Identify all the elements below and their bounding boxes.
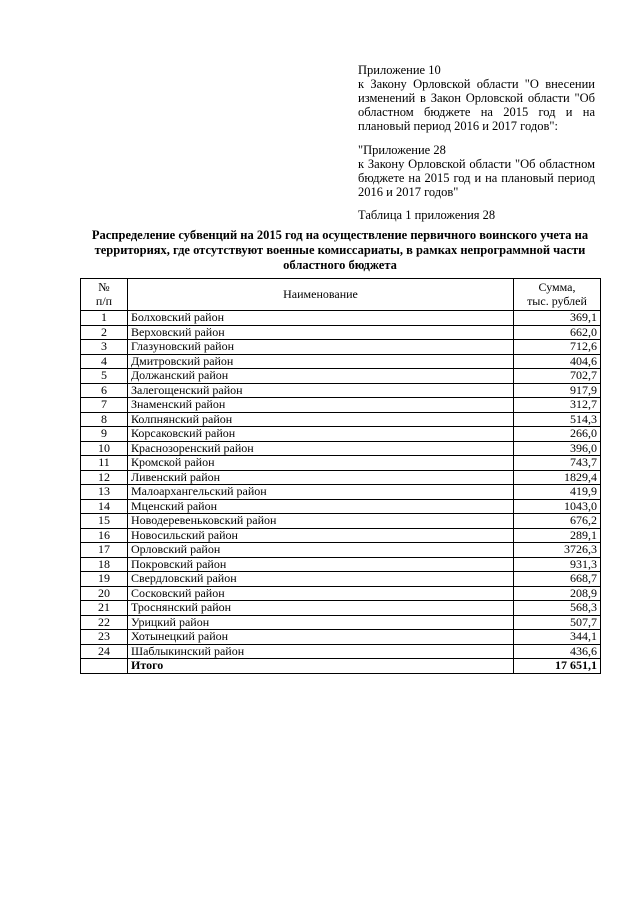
row-number: 22 bbox=[81, 615, 128, 630]
table-row bbox=[81, 369, 601, 384]
subsidy-amount: 3726,3 bbox=[514, 543, 601, 558]
table-row bbox=[81, 644, 601, 659]
row-number: 24 bbox=[81, 644, 128, 659]
subsidy-amount: 931,3 bbox=[514, 557, 601, 572]
table-row bbox=[81, 412, 601, 427]
subsidy-amount: 676,2 bbox=[514, 514, 601, 529]
table-row bbox=[81, 311, 601, 326]
row-number: 21 bbox=[81, 601, 128, 616]
district-name: Колпнянский район bbox=[128, 412, 514, 427]
header-sum-line1: Сумма, bbox=[538, 280, 576, 294]
district-name: Хотынецкий район bbox=[128, 630, 514, 645]
row-number: 7 bbox=[81, 398, 128, 413]
subsidy-amount: 419,9 bbox=[514, 485, 601, 500]
header-sum-line2: тыс. рублей bbox=[527, 293, 587, 308]
table-row bbox=[81, 499, 601, 514]
row-number: 10 bbox=[81, 441, 128, 456]
subsidy-amount: 1043,0 bbox=[514, 499, 601, 514]
row-number: 9 bbox=[81, 427, 128, 442]
subsidy-amount: 507,7 bbox=[514, 615, 601, 630]
table-row bbox=[81, 557, 601, 572]
table-row bbox=[81, 601, 601, 616]
district-name: Верховский район bbox=[128, 325, 514, 340]
row-number: 2 bbox=[81, 325, 128, 340]
row-number: 19 bbox=[81, 572, 128, 587]
district-name: Новодеревеньковский район bbox=[128, 514, 514, 529]
table-row bbox=[81, 470, 601, 485]
row-number bbox=[81, 659, 128, 674]
row-number: 13 bbox=[81, 485, 128, 500]
table-row bbox=[81, 427, 601, 442]
row-number: 15 bbox=[81, 514, 128, 529]
subsidy-amount: 396,0 bbox=[514, 441, 601, 456]
subsidy-amount: 662,0 bbox=[514, 325, 601, 340]
row-number: 11 bbox=[81, 456, 128, 471]
appendix-10-body: к Закону Орловской области "О внесении изменений в Закон Орловской области "Об областном бюджете на 2015 год и на плановый период 2016 и 2017 годов": bbox=[358, 77, 595, 133]
table-row bbox=[81, 354, 601, 369]
subsidy-amount: 404,6 bbox=[514, 354, 601, 369]
table-label: Таблица 1 приложения 28 bbox=[358, 208, 496, 222]
subsidy-amount: 1829,4 bbox=[514, 470, 601, 485]
district-name: Орловский район bbox=[128, 543, 514, 558]
header-sum bbox=[514, 279, 601, 311]
row-number: 14 bbox=[81, 499, 128, 514]
district-name: Троснянский район bbox=[128, 601, 514, 616]
subsidy-amount: 743,7 bbox=[514, 456, 601, 471]
subsidy-amount: 436,6 bbox=[514, 644, 601, 659]
row-number: 17 bbox=[81, 543, 128, 558]
table-row bbox=[81, 528, 601, 543]
table-row bbox=[81, 514, 601, 529]
subsidy-amount: 266,0 bbox=[514, 427, 601, 442]
subsidy-amount: 568,3 bbox=[514, 601, 601, 616]
district-name: Итого bbox=[128, 659, 514, 674]
district-name: Новосильский район bbox=[128, 528, 514, 543]
table-row bbox=[81, 572, 601, 587]
row-number: 12 bbox=[81, 470, 128, 485]
table-total-row bbox=[81, 659, 601, 674]
appendix-10-title: Приложение 10 bbox=[358, 63, 441, 77]
row-number: 8 bbox=[81, 412, 128, 427]
row-number: 3 bbox=[81, 340, 128, 355]
district-name: Должанский район bbox=[128, 369, 514, 384]
district-name: Свердловский район bbox=[128, 572, 514, 587]
subsidy-amount: 917,9 bbox=[514, 383, 601, 398]
document-title: Распределение субвенций на 2015 год на осуществление первичного воинского учета на территориях, где отсутствуют военные комиссариаты, в рамках непрограммной части областного бюджета bbox=[91, 228, 589, 272]
table-row bbox=[81, 398, 601, 413]
appendix-10-header bbox=[358, 63, 595, 133]
table-row bbox=[81, 630, 601, 645]
table-row bbox=[81, 586, 601, 601]
table-row bbox=[81, 615, 601, 630]
subsidy-amount: 208,9 bbox=[514, 586, 601, 601]
subsidy-amount: 289,1 bbox=[514, 528, 601, 543]
table-row bbox=[81, 340, 601, 355]
header-num-line1: № bbox=[98, 280, 110, 294]
subsidy-amount: 668,7 bbox=[514, 572, 601, 587]
row-number: 6 bbox=[81, 383, 128, 398]
district-name: Знаменский район bbox=[128, 398, 514, 413]
row-number: 5 bbox=[81, 369, 128, 384]
district-name: Урицкий район bbox=[128, 615, 514, 630]
row-number: 16 bbox=[81, 528, 128, 543]
table-row bbox=[81, 383, 601, 398]
subsidy-table bbox=[80, 278, 601, 674]
district-name: Мценский район bbox=[128, 499, 514, 514]
district-name: Ливенский район bbox=[128, 470, 514, 485]
header-name: Наименование bbox=[128, 279, 514, 311]
appendix-28-body: к Закону Орловской области "Об областном бюджете на 2015 год и на плановый период 2016 и 2017 годов" bbox=[358, 157, 595, 199]
table-header-row bbox=[81, 279, 601, 311]
district-name: Глазуновский район bbox=[128, 340, 514, 355]
row-number: 23 bbox=[81, 630, 128, 645]
row-number: 1 bbox=[81, 311, 128, 326]
header-num bbox=[81, 279, 128, 311]
appendix-28-title: "Приложение 28 bbox=[358, 143, 446, 157]
subsidy-amount: 369,1 bbox=[514, 311, 601, 326]
district-name: Малоархангельский район bbox=[128, 485, 514, 500]
table-row bbox=[81, 441, 601, 456]
subsidy-amount: 312,7 bbox=[514, 398, 601, 413]
row-number: 18 bbox=[81, 557, 128, 572]
table-row bbox=[81, 456, 601, 471]
district-name: Залегощенский район bbox=[128, 383, 514, 398]
table-row bbox=[81, 485, 601, 500]
subsidy-amount: 702,7 bbox=[514, 369, 601, 384]
subsidy-amount: 17 651,1 bbox=[514, 659, 601, 674]
district-name: Корсаковский район bbox=[128, 427, 514, 442]
header-num-line2: п/п bbox=[95, 293, 113, 308]
subsidy-amount: 712,6 bbox=[514, 340, 601, 355]
district-name: Кромской район bbox=[128, 456, 514, 471]
appendix-28-header bbox=[358, 143, 595, 199]
district-name: Болховский район bbox=[128, 311, 514, 326]
district-name: Шаблыкинский район bbox=[128, 644, 514, 659]
district-name: Дмитровский район bbox=[128, 354, 514, 369]
table-body bbox=[81, 311, 601, 674]
district-name: Сосковский район bbox=[128, 586, 514, 601]
subsidy-amount: 344,1 bbox=[514, 630, 601, 645]
district-name: Краснозоренский район bbox=[128, 441, 514, 456]
district-name: Покровский район bbox=[128, 557, 514, 572]
subsidy-amount: 514,3 bbox=[514, 412, 601, 427]
table-row bbox=[81, 325, 601, 340]
row-number: 20 bbox=[81, 586, 128, 601]
row-number: 4 bbox=[81, 354, 128, 369]
table-row bbox=[81, 543, 601, 558]
